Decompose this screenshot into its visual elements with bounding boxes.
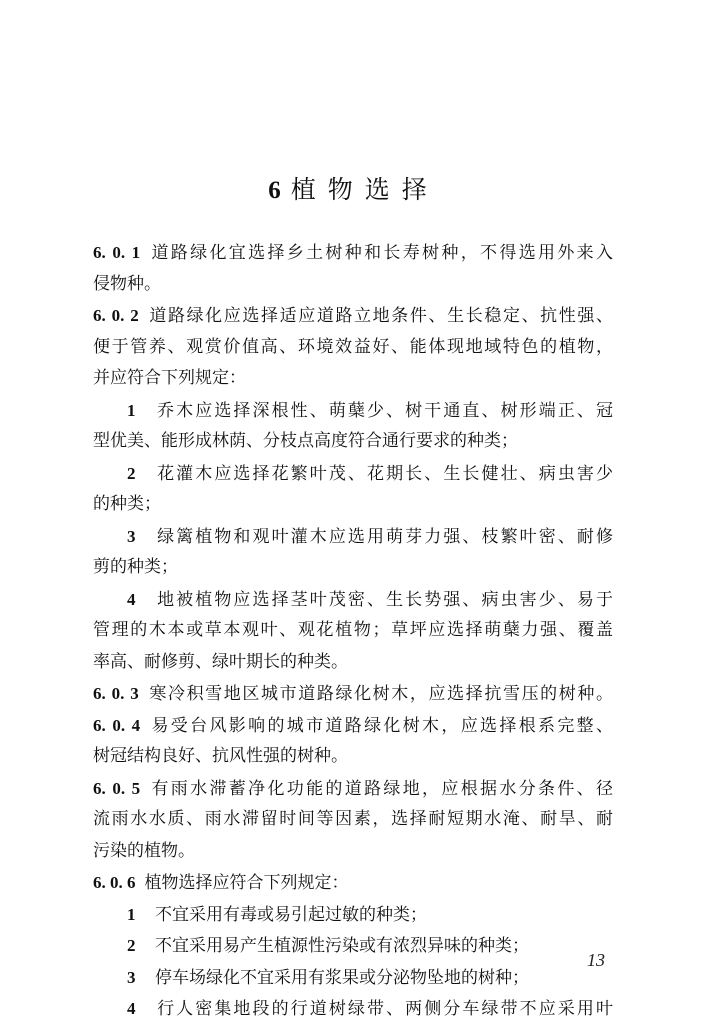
clause-number: 6. 0. 2 [93,306,139,325]
item-number: 4 [127,589,136,609]
page-number: 13 [587,950,605,970]
item-number: 4 [127,999,136,1018]
clause-text: 道路绿化宜选择乡土树种和长寿树种，不得选用外来入 [149,243,613,263]
item-text: 绿篱植物和观叶灌木应选用萌芽力强、枝繁叶密、耐修 [155,526,613,547]
item-text-continued: 剪的种类； [93,557,178,577]
list-item [93,584,613,616]
item-text: 行人密集地段的行道树绿带、两侧分车绿带不应采用叶 [155,999,613,1019]
item-text-continued: 型优美、能形成林荫、分枝点高度符合通行要求的种类； [93,431,518,451]
item-number: 2 [127,463,136,483]
list-item [93,930,613,962]
clause-number: 6. 0. 1 [93,243,141,262]
item-number: 3 [127,526,136,546]
clause-6-0-5 [93,773,613,805]
item-text: 乔木应选择深根性、萌蘖少、树干通直、树形端正、冠 [155,400,613,421]
clause-text-continued: 流雨水水质、雨水滞留时间等因素，选择耐短期水淹、耐旱、耐 [93,809,613,829]
item-number: 3 [127,967,136,987]
body-text [93,237,613,1025]
clause-number: 6. 0. 6 [93,873,136,892]
clause-6-0-2 [93,300,613,332]
list-item [93,395,613,427]
clause-6-0-1 [93,237,613,269]
item-text: 不宜采用易产生植源性污染或有浓烈异味的种类； [155,936,529,956]
clause-6-0-3 [93,678,613,710]
clause-text: 易受台风影响的城市道路绿化树木，应选择根系完整、 [149,715,613,736]
item-number: 1 [127,904,136,924]
clause-text-continued: 树冠结构良好、抗风性强的树种。 [93,746,348,766]
item-text-continued: 率高、耐修剪、绿叶期长的种类。 [93,651,348,672]
clause-text: 寒冷积雪地区城市道路绿化树木，应选择抗雪压的树种。 [147,684,613,704]
item-number: 1 [127,400,136,420]
clause-6-0-4 [93,710,613,742]
clause-number: 6. 0. 5 [93,778,141,798]
item-text: 花灌木应选择花繁叶茂、花期长、生长健壮、病虫害少 [155,463,613,484]
item-number: 2 [127,936,136,955]
chapter-title-text: 植物选择 [290,175,439,204]
clause-text-continued: 污染的植物。 [93,840,195,861]
chapter-number: 6 [268,177,281,204]
clause-text: 道路绿化应选择适应道路立地条件、生长稳定、抗性强、 [147,306,613,326]
clause-number: 6. 0. 4 [93,715,141,735]
clause-text-continued: 便于管养、观赏价值高、环境效益好、能体现地域特色的植物， [93,336,613,357]
list-item [93,962,613,994]
clause-6-0-6 [93,867,613,899]
clause-text-continued: 侵物种。 [93,273,161,294]
clause-text-continued: 并应符合下列规定： [93,368,246,388]
item-text: 不宜采用有毒或易引起过敏的种类； [155,904,427,925]
chapter-title [0,170,707,206]
clause-text: 植物选择应符合下列规定： [144,873,349,893]
list-item [93,993,613,1025]
list-item [93,458,613,490]
clause-text: 有雨水滞蓄净化功能的道路绿地，应根据水分条件、径 [149,778,613,799]
clause-number: 6. 0. 3 [93,684,139,703]
item-text-continued: 管理的木本或草本观叶、观花植物；草坪应选择萌蘖力强、覆盖 [93,620,613,640]
item-text-continued: 的种类； [93,494,161,514]
item-text: 地被植物应选择茎叶茂密、生长势强、病虫害少、易于 [155,589,613,610]
list-item [93,521,613,553]
item-text: 停车场绿化不宜采用有浆果或分泌物坠地的树种； [155,967,529,988]
list-item [93,899,613,931]
